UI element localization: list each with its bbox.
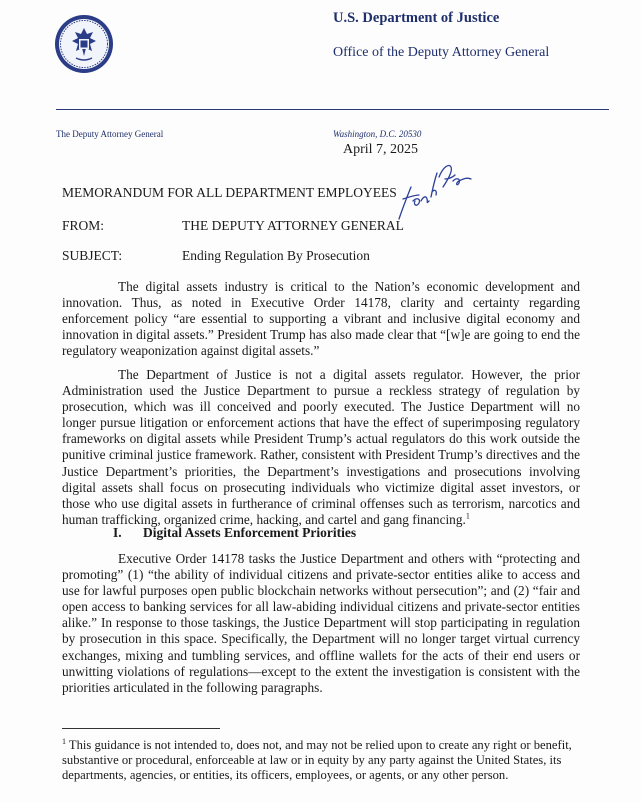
from-value: THE DEPUTY ATTORNEY GENERAL — [182, 218, 404, 233]
footnote-reference: 1 — [465, 511, 470, 521]
footnote-marker: 1 — [62, 736, 66, 746]
doj-seal-icon — [54, 14, 114, 74]
subject-label: SUBJECT: — [62, 248, 123, 263]
footnote-divider — [62, 728, 220, 729]
section-heading — [113, 525, 356, 541]
letterhead-divider — [56, 109, 609, 110]
section-title: Digital Assets Enforcement Priorities — [143, 525, 357, 540]
body-paragraph-2 — [62, 367, 580, 528]
sender-title: The Deputy Attorney General — [56, 129, 164, 139]
handwritten-signature — [393, 157, 477, 225]
footnote — [62, 738, 580, 784]
subject-value: Ending Regulation By Prosecution — [182, 248, 370, 263]
body-paragraph-1: The digital assets industry is critical to the Nation’s economic development and innovation. Thus, as noted in Executive Order 14178, clarity and certainty regarding enforcement policy “are essential to supporting a vibrant and inclusive digital economy and innovation in digital assets.” President Trump has also made clear that “[w]e are going to end the regulatory weaponization against digital assets.” — [62, 279, 580, 359]
office-name: Office of the Deputy Attorney General — [333, 45, 550, 60]
location-line: Washington, D.C. 20530 — [333, 129, 422, 139]
body-paragraph-2-text: The Department of Justice is not a digital assets regulator. However, the prior Administration used the Justice Department to pursue a reckless strategy of regulation by prosecution, which was ill conceived and poorly executed. The Justice Department will no longer pursue litigation or enforcement actions that have the effect of superimposing regulatory frameworks on digital assets while President Trump’s actual regulators do this work outside the punitive criminal justice framework. Rather, consistent with President Trump’s directives and the Justice Department’s priorities, the Department’s investigations and prosecutions involving digital assets shall focus on prosecuting individuals who victimize digital asset investors, or those who use digital assets in furtherance of criminal offenses such as terrorism, narcotics and human trafficking, organized crime, hacking, and cartel and gang financing. — [62, 367, 580, 527]
memo-heading: MEMORANDUM FOR ALL DEPARTMENT EMPLOYEES — [62, 185, 397, 200]
memo-date: April 7, 2025 — [343, 142, 419, 157]
footnote-text: This guidance is not intended to, does not, and may not be relied upon to create any right or benefit, substantive or procedural, enforceable at law or in equity by any party against the United States, its departments, agencies, or entities, its officers, employees, or agents, or any other person. — [62, 738, 572, 783]
department-title: U.S. Department of Justice — [333, 10, 500, 26]
section-number: I. — [113, 525, 122, 540]
from-label: FROM: — [62, 218, 105, 233]
body-paragraph-3: Executive Order 14178 tasks the Justice Department and others with “protecting and promoting” (1) “the ability of individual citizens and private-sector entities alike to access and use for lawful purposes open public blockchain networks without persecution”; and (2) “fair and open access to banking services for all law-abiding individual citizens and private-sector entities alike.” In response to those taskings, the Justice Department will stop participating in regulation by prosecution in this space. Specifically, the Department will no longer target virtual currency exchanges, mixing and tumbling services, and offline wallets for the acts of their end users or unwitting violations of regulations—except to the extent the investigation is consistent with the priorities articulated in the following paragraphs. — [62, 551, 580, 695]
